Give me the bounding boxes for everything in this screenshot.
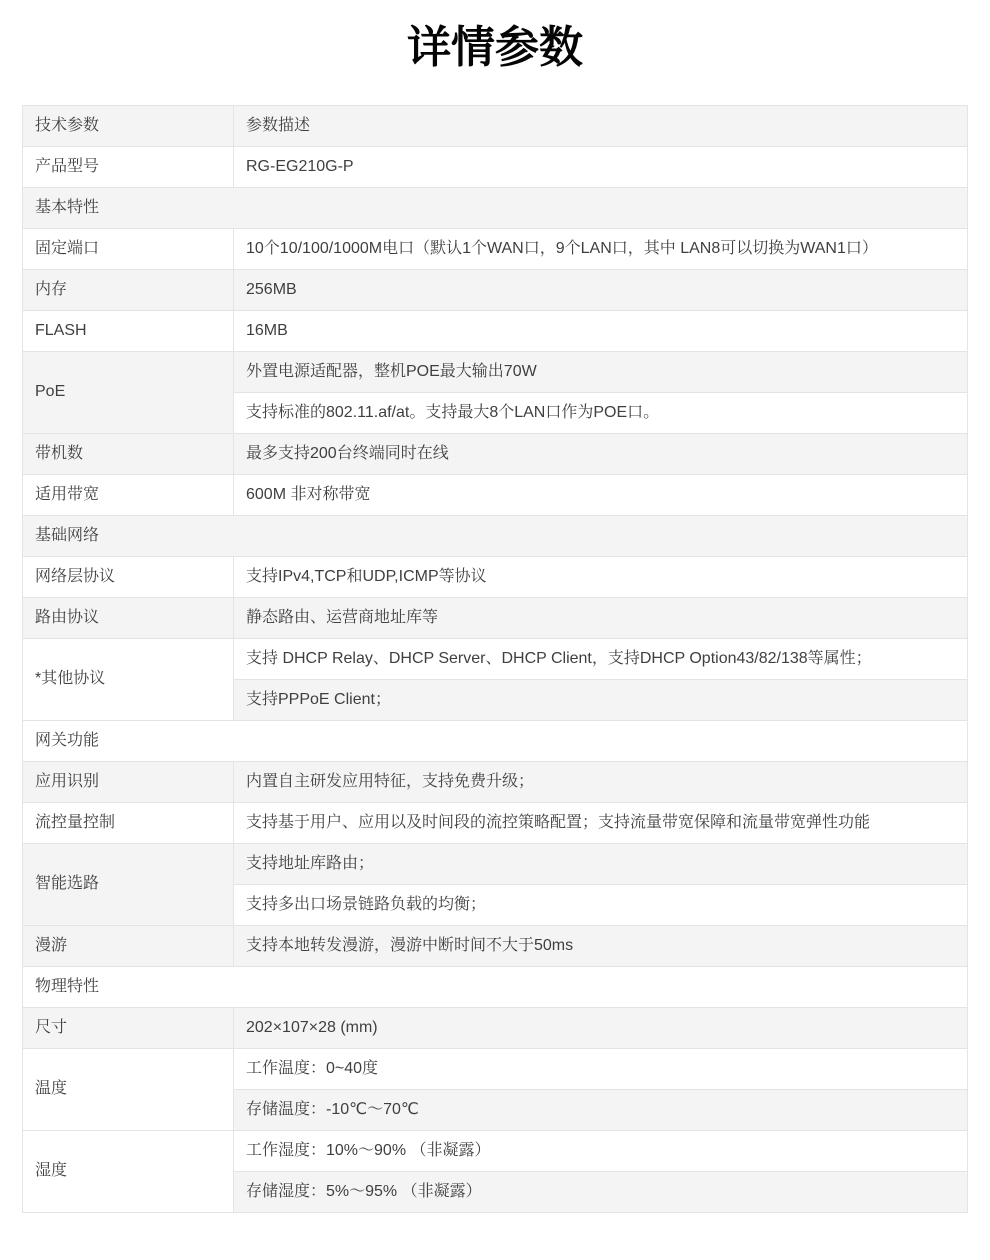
- spec-row: [23, 1048, 968, 1089]
- spec-row: [23, 146, 968, 187]
- spec-value-cell: 202×107×28 (mm): [234, 1007, 968, 1048]
- spec-value-cell: 支持标准的802.11.af/at。支持最大8个LAN口作为POE口。: [234, 392, 968, 433]
- spec-page: [0, 22, 990, 1213]
- spec-value-cell: 内置自主研发应用特征，支持免费升级；: [234, 761, 968, 802]
- spec-label-cell: 内存: [23, 269, 234, 310]
- spec-label-cell: 尺寸: [23, 1007, 234, 1048]
- spec-value-cell: 存储温度：-10℃〜70℃: [234, 1089, 968, 1130]
- spec-label-cell: 智能选路: [23, 843, 234, 925]
- spec-label-cell: 带机数: [23, 433, 234, 474]
- spec-row: [23, 433, 968, 474]
- spec-value-cell: 支持 DHCP Relay、DHCP Server、DHCP Client，支持DHCP Option43/82/138等属性；: [234, 638, 968, 679]
- spec-label-cell: 网络层协议: [23, 556, 234, 597]
- section-label: 基本特性: [23, 187, 968, 228]
- spec-label-cell: 产品型号: [23, 146, 234, 187]
- spec-value-cell: 外置电源适配器，整机POE最大输出70W: [234, 351, 968, 392]
- spec-label-cell: 路由协议: [23, 597, 234, 638]
- section-label: 物理特性: [23, 966, 968, 1007]
- column-header-tech-param: 技术参数: [23, 105, 234, 146]
- spec-value-cell: 最多支持200台终端同时在线: [234, 433, 968, 474]
- spec-label-cell: FLASH: [23, 310, 234, 351]
- spec-value-cell: 支持PPPoE Client；: [234, 679, 968, 720]
- spec-row: [23, 597, 968, 638]
- spec-value-cell: 600M 非对称带宽: [234, 474, 968, 515]
- spec-row: [23, 269, 968, 310]
- spec-value-cell: RG-EG210G-P: [234, 146, 968, 187]
- spec-row: [23, 228, 968, 269]
- spec-row: [23, 1130, 968, 1171]
- spec-row: [23, 925, 968, 966]
- spec-label-cell: 流控量控制: [23, 802, 234, 843]
- spec-value-cell: 静态路由、运营商地址库等: [234, 597, 968, 638]
- spec-value-cell: 16MB: [234, 310, 968, 351]
- spec-label-cell: PoE: [23, 351, 234, 433]
- spec-row: [23, 638, 968, 679]
- spec-label-cell: 温度: [23, 1048, 234, 1130]
- spec-value-cell: 工作温度：0~40度: [234, 1048, 968, 1089]
- spec-row: [23, 761, 968, 802]
- spec-row: [23, 474, 968, 515]
- spec-row: [23, 310, 968, 351]
- table-header-row: [23, 105, 968, 146]
- page-title: 详情参数: [407, 23, 583, 72]
- spec-value-cell: 支持地址库路由；: [234, 843, 968, 884]
- spec-row: [23, 1007, 968, 1048]
- section-row: [23, 187, 968, 228]
- spec-label-cell: 应用识别: [23, 761, 234, 802]
- section-label: 网关功能: [23, 720, 968, 761]
- section-label: 基础网络: [23, 515, 968, 556]
- spec-row: [23, 556, 968, 597]
- spec-label-cell: 适用带宽: [23, 474, 234, 515]
- spec-value-cell: 工作湿度：10%〜90% （非凝露）: [234, 1130, 968, 1171]
- spec-row: [23, 843, 968, 884]
- spec-value-cell: 支持基于用户、应用以及时间段的流控策略配置；支持流量带宽保障和流量带宽弹性功能: [234, 802, 968, 843]
- section-row: [23, 515, 968, 556]
- spec-value-cell: 支持多出口场景链路负载的均衡；: [234, 884, 968, 925]
- section-row: [23, 966, 968, 1007]
- spec-value-cell: 支持本地转发漫游，漫游中断时间不大于50ms: [234, 925, 968, 966]
- spec-value-cell: 10个10/100/1000M电口（默认1个WAN口，9个LAN口，其中 LAN8可以切换为WAN1口）: [234, 228, 968, 269]
- spec-value-cell: 支持IPv4,TCP和UDP,ICMP等协议: [234, 556, 968, 597]
- section-row: [23, 720, 968, 761]
- spec-label-cell: *其他协议: [23, 638, 234, 720]
- column-header-param-desc: 参数描述: [234, 105, 968, 146]
- spec-value-cell: 存储湿度：5%〜95% （非凝露）: [234, 1171, 968, 1212]
- spec-table: [22, 105, 968, 1213]
- spec-label-cell: 固定端口: [23, 228, 234, 269]
- spec-row: [23, 351, 968, 392]
- spec-label-cell: 漫游: [23, 925, 234, 966]
- spec-row: [23, 802, 968, 843]
- spec-value-cell: 256MB: [234, 269, 968, 310]
- spec-label-cell: 湿度: [23, 1130, 234, 1212]
